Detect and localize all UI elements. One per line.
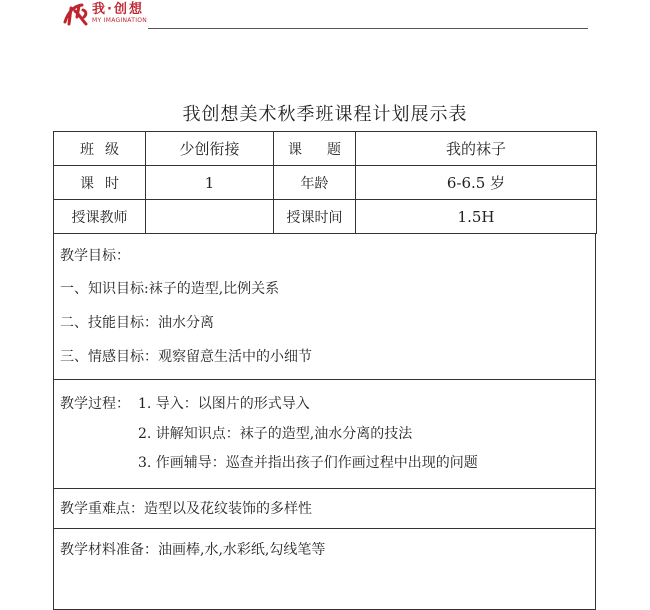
goal-item: 三、情感目标：观察留意生活中的小细节 bbox=[60, 349, 312, 365]
course-info-table bbox=[53, 131, 597, 234]
class-label: 班 级 bbox=[54, 132, 146, 166]
key-points-section bbox=[53, 489, 596, 529]
header-rule bbox=[148, 28, 588, 29]
brand-name: 我·创想 bbox=[92, 2, 144, 17]
goal-item: 二、技能目标：油水分离 bbox=[60, 315, 214, 331]
materials-section bbox=[53, 529, 596, 610]
brand-tagline: MY IMAGINATION bbox=[92, 17, 148, 24]
table-row bbox=[54, 132, 597, 166]
goals-section bbox=[53, 233, 596, 380]
duration-label: 授课时间 bbox=[274, 200, 356, 234]
page-header bbox=[0, 0, 650, 30]
materials-text: 油画棒,水,水彩纸,勾线笔等 bbox=[158, 542, 326, 558]
table-row bbox=[54, 200, 597, 234]
process-step: 1. 导入：以图片的形式导入 bbox=[138, 396, 310, 412]
process-section bbox=[53, 380, 596, 489]
table-row bbox=[54, 166, 597, 200]
process-step: 3. 作画辅导：巡查并指出孩子们作画过程中出现的问题 bbox=[138, 455, 478, 471]
teacher-value bbox=[146, 200, 274, 234]
key-points-text: 造型以及花纹装饰的多样性 bbox=[144, 501, 312, 517]
age-value: 6-6.5 岁 bbox=[356, 166, 597, 200]
teacher-label: 授课教师 bbox=[54, 200, 146, 234]
process-step: 2. 讲解知识点：袜子的造型,油水分离的技法 bbox=[138, 426, 413, 442]
goals-heading: 教学目标： bbox=[60, 248, 130, 264]
process-heading: 教学过程： bbox=[60, 396, 130, 412]
duration-value: 1.5H bbox=[356, 200, 597, 234]
hours-label: 课 时 bbox=[54, 166, 146, 200]
brand-logo-icon bbox=[62, 2, 90, 28]
brand bbox=[92, 3, 147, 25]
goal-item: 一、知识目标:袜子的造型,比例关系 bbox=[60, 281, 280, 297]
age-label: 年龄 bbox=[274, 166, 356, 200]
key-points-label: 教学重难点： bbox=[60, 501, 144, 517]
topic-value: 我的袜子 bbox=[356, 132, 597, 166]
hours-value: 1 bbox=[146, 166, 274, 200]
topic-label: 课 题 bbox=[274, 132, 356, 166]
class-value: 少创衔接 bbox=[146, 132, 274, 166]
materials-label: 教学材料准备： bbox=[60, 542, 158, 558]
document-title: 我创想美术秋季班课程计划展示表 bbox=[182, 104, 468, 125]
